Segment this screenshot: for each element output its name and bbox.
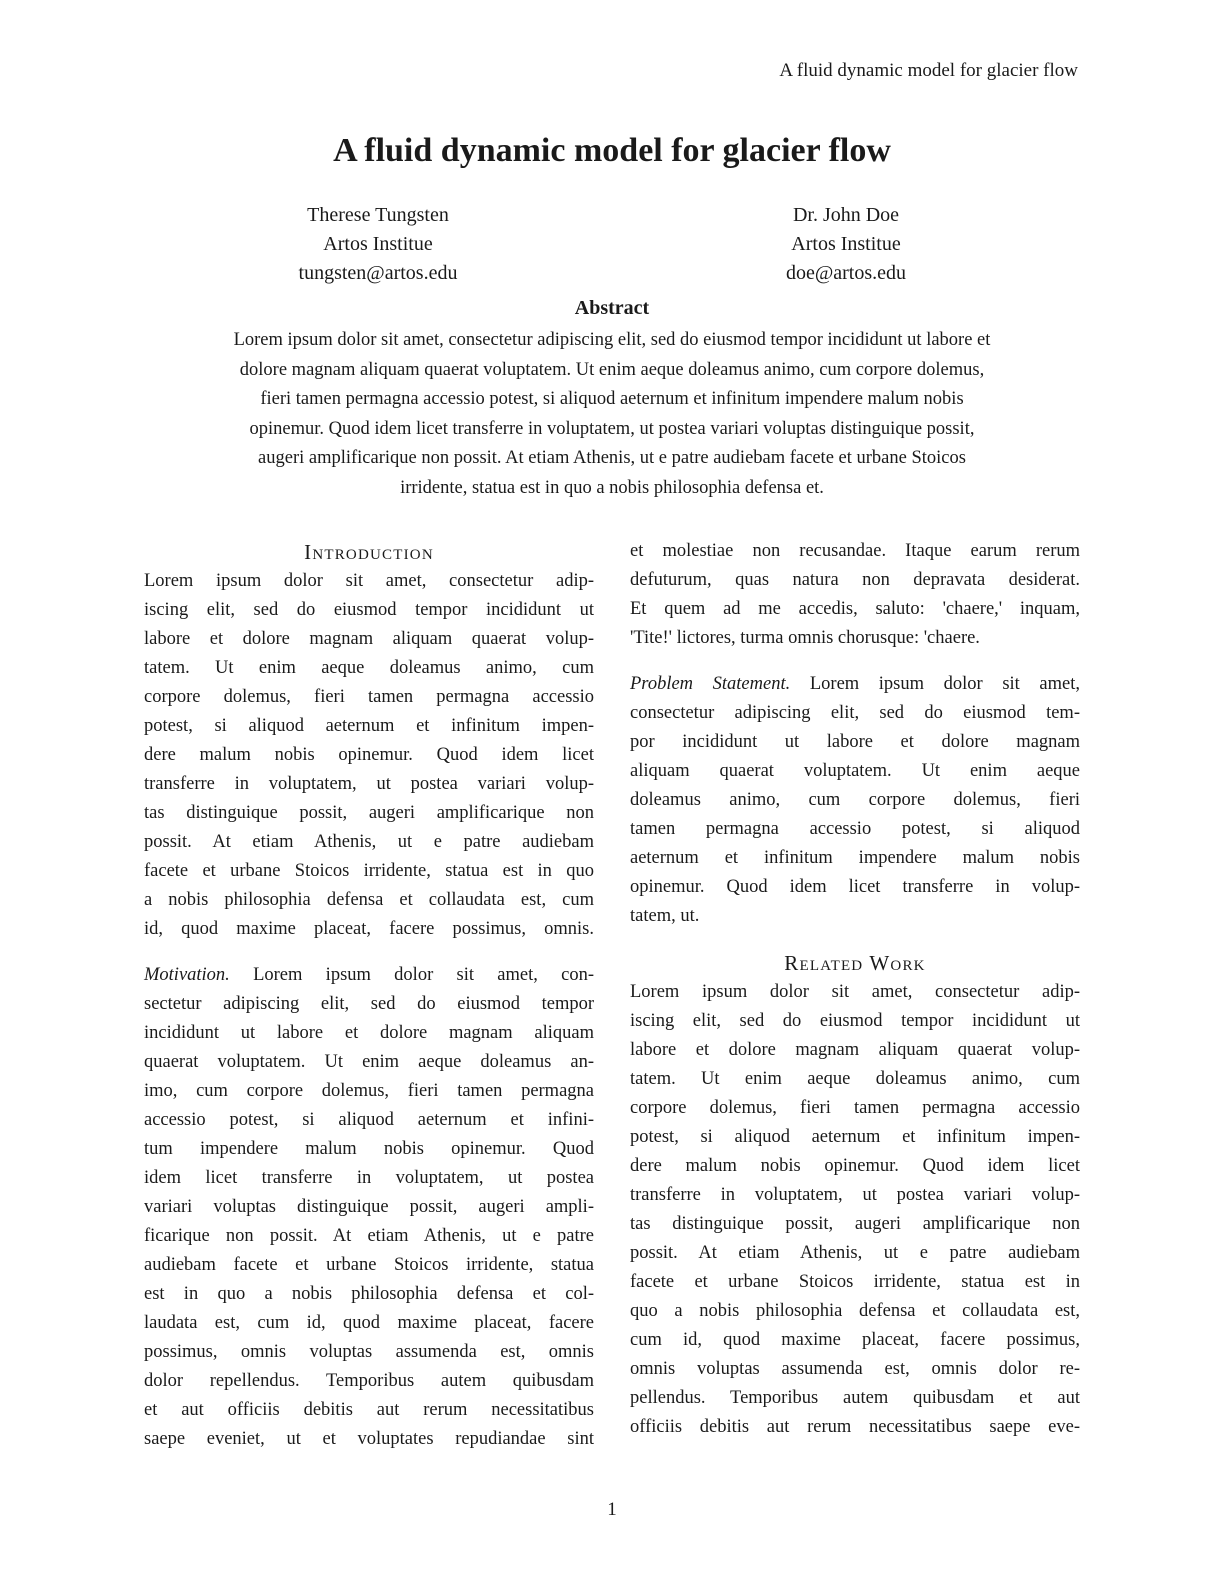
- text-line: tas distinguique possit, augeri amplificarique non: [144, 803, 594, 823]
- text-line: Problem Statement. Lorem ipsum dolor sit amet,: [630, 674, 1080, 694]
- text-line: saepe eveniet, ut et voluptates repudiandae sint: [144, 1429, 594, 1449]
- text-line: pellendus. Temporibus autem quibusdam et aut: [630, 1388, 1080, 1408]
- text-line: consectetur adipiscing elit, sed do eiusmod tem-: [630, 703, 1080, 723]
- run-in-heading: Problem Statement.: [630, 674, 791, 694]
- page-number: 1: [607, 1499, 617, 1520]
- text-line: imo, cum corpore dolemus, fieri tamen permagna: [144, 1081, 594, 1101]
- text-line: irridente, statua est in quo a nobis philosophia defensa et.: [400, 477, 824, 498]
- text-line: tatem, ut.: [630, 906, 700, 926]
- text-line: Motivation. Lorem ipsum dolor sit amet, con-: [144, 965, 594, 985]
- paragraph: [630, 670, 1080, 931]
- paragraph: [630, 537, 1080, 653]
- author-1: [144, 201, 612, 288]
- text-line: idem licet transferre in voluptatem, ut postea: [144, 1168, 594, 1188]
- text-line: tamen permagna accessio potest, si aliquod: [630, 819, 1080, 839]
- paragraph: [630, 978, 1080, 1442]
- text-line: est in quo a nobis philosophia defensa et col-: [144, 1284, 594, 1304]
- text-line: facete et urbane Stoicos irridente, statua est in quo: [144, 861, 594, 881]
- text-line: possimus, omnis voluptas assumenda est, omnis: [144, 1342, 594, 1362]
- text-line: quo a nobis philosophia defensa et collaudata est,: [630, 1301, 1080, 1321]
- section-heading: Introduction: [304, 540, 434, 564]
- text-line: possit. At etiam Athenis, ut e patre audiebam: [630, 1243, 1080, 1263]
- text-line: a nobis philosophia defensa et collaudata est, cum: [144, 890, 594, 910]
- text-line: Et quem ad me accedis, saluto: 'chaere,' inquam,: [630, 599, 1080, 619]
- text-line: laudata est, cum id, quod maxime placeat, facere: [144, 1313, 594, 1333]
- text-line: sectetur adipiscing elit, sed do eiusmod tempor: [144, 994, 594, 1014]
- text-line: transferre in voluptatem, ut postea variari volup-: [630, 1185, 1080, 1205]
- running-header: A fluid dynamic model for glacier flow: [779, 60, 1078, 81]
- left-column: [144, 537, 594, 1454]
- paragraph: [144, 567, 594, 944]
- text-line: et molestiae non recusandae. Itaque earum rerum: [630, 541, 1080, 561]
- author-name: Therese Tungsten: [307, 204, 449, 226]
- text-line: tatem. Ut enim aeque doleamus animo, cum: [144, 658, 594, 678]
- text-line: doleamus animo, cum corpore dolemus, fieri: [630, 790, 1080, 810]
- text-line: et aut officiis debitis aut rerum necessitatibus: [144, 1400, 594, 1420]
- paragraph: [144, 961, 594, 1454]
- text-line: corpore dolemus, fieri tamen permagna accessio: [144, 687, 594, 707]
- text-line: cum id, quod maxime placeat, facere possimus,: [630, 1330, 1080, 1350]
- text-line: id, quod maxime placeat, facere possimus, omnis.: [144, 919, 594, 939]
- text-line: iscing elit, sed do eiusmod tempor incididunt ut: [630, 1011, 1080, 1031]
- text-line: labore et dolore magnam aliquam quaerat volup-: [144, 629, 594, 649]
- text-line: fieri tamen permagna accessio potest, si aliquod aeternum et infinitum impendere malum nobis: [260, 389, 964, 409]
- text-line: omnis voluptas assumenda est, omnis dolor re-: [630, 1359, 1080, 1379]
- author-block: [144, 201, 1080, 288]
- text-line: tas distinguique possit, augeri amplificarique non: [630, 1214, 1080, 1234]
- text-line: variari voluptas distinguique possit, augeri ampli-: [144, 1197, 594, 1217]
- text-line: possit. At etiam Athenis, ut e patre audiebam: [144, 832, 594, 852]
- abstract-heading: Abstract: [574, 297, 650, 319]
- text-line: 'Tite!' lictores, turma omnis chorusque: 'chaere.: [630, 628, 980, 648]
- author-affiliation: Artos Institue: [323, 233, 433, 255]
- text-line: por incididunt ut labore et dolore magnam: [630, 732, 1080, 752]
- text-line: opinemur. Quod idem licet transferre in volup-: [630, 877, 1080, 897]
- text-line: incididunt ut labore et dolore magnam aliquam: [144, 1023, 594, 1043]
- abstract-text: [152, 326, 1072, 503]
- text-line: corpore dolemus, fieri tamen permagna accessio: [630, 1098, 1080, 1118]
- text-line: labore et dolore magnam aliquam quaerat volup-: [630, 1040, 1080, 1060]
- text-line: opinemur. Quod idem licet transferre in voluptatem, ut postea variari voluptas distinguique possit,: [249, 418, 975, 439]
- text-line: defuturum, quas natura non depravata desiderat.: [630, 570, 1080, 590]
- author-email: doe@artos.edu: [785, 262, 907, 284]
- section-heading: Related Work: [784, 951, 926, 975]
- text-line: dolor repellendus. Temporibus autem quibusdam: [144, 1371, 594, 1391]
- text-line: aeternum et infinitum impendere malum nobis: [630, 848, 1080, 868]
- text-line: iscing elit, sed do eiusmod tempor incididunt ut: [144, 600, 594, 620]
- paper-title: A fluid dynamic model for glacier flow: [333, 132, 891, 169]
- text-line: officiis debitis aut rerum necessitatibus saepe eve-: [630, 1417, 1080, 1437]
- right-column: [630, 537, 1080, 1454]
- text-line: tatem. Ut enim aeque doleamus animo, cum: [630, 1069, 1080, 1089]
- run-in-heading: Motivation.: [144, 965, 230, 985]
- text-line: augeri amplificarique non possit. At etiam Athenis, ut e patre audiebam facete et urbane Stoicos: [258, 448, 966, 468]
- text-line: tum impendere malum nobis opinemur. Quod: [144, 1139, 594, 1159]
- text-line: dere malum nobis opinemur. Quod idem licet: [630, 1156, 1080, 1176]
- text-line: dolore magnam aliquam quaerat voluptatem. Ut enim aeque doleamus animo, cum corpore dolemus,: [239, 359, 985, 380]
- body-columns: [144, 537, 1080, 1454]
- author-affiliation: Artos Institue: [791, 233, 901, 255]
- text-line: dere malum nobis opinemur. Quod idem licet: [144, 745, 594, 765]
- text-line: ficarique non possit. At etiam Athenis, ut e patre: [144, 1226, 594, 1246]
- author-email: tungsten@artos.edu: [298, 262, 458, 284]
- author-2: [612, 201, 1080, 288]
- text-line: audiebam facete et urbane Stoicos irridente, statua: [144, 1255, 594, 1275]
- text-line: facete et urbane Stoicos irridente, statua est in: [630, 1272, 1080, 1292]
- text-line: accessio potest, si aliquod aeternum et infini-: [144, 1110, 594, 1130]
- author-name: Dr. John Doe: [792, 204, 900, 226]
- text-line: potest, si aliquod aeternum et infinitum impen-: [630, 1127, 1080, 1147]
- text-line: transferre in voluptatem, ut postea variari volup-: [144, 774, 594, 794]
- text-line: Lorem ipsum dolor sit amet, consectetur adipiscing elit, sed do eiusmod tempor incididunt ut labore et: [233, 330, 991, 350]
- text-line: quaerat voluptatem. Ut enim aeque doleamus an-: [144, 1052, 594, 1072]
- text-line: Lorem ipsum dolor sit amet, consectetur adip-: [630, 982, 1080, 1002]
- text-line: aliquam quaerat voluptatem. Ut enim aeque: [630, 761, 1080, 781]
- text-line: Lorem ipsum dolor sit amet, consectetur adip-: [144, 571, 594, 591]
- text-line: potest, si aliquod aeternum et infinitum impen-: [144, 716, 594, 736]
